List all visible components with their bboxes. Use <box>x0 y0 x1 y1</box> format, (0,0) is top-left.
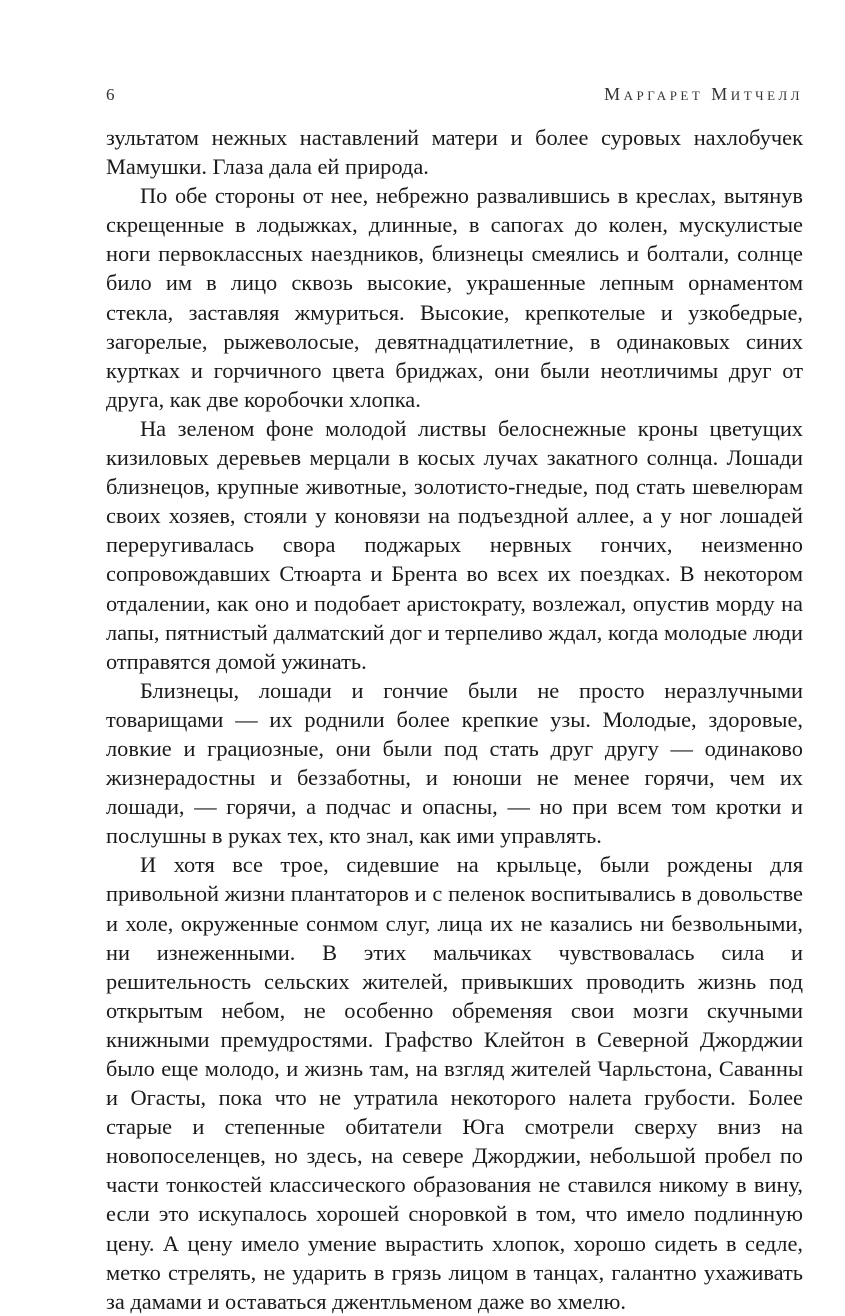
paragraph: По обе стороны от нее, небрежно развалившись в креслах, вытянув скрещенные в лодыжках, длинные, в сапогах до колен, мускулистые ноги первоклассных наездников, близнецы смеялись и болтали, солнце било им в лицо сквозь высокие, украшенные лепным орнаментом стекла, заставляя жмуриться. Высокие, крепкотелые и узкобедрые, загорелые, рыжеволосые, девятнадцатилетние, в одинаковых синих куртках и горчичного цвета бриджах, они были неотличимы друг от друга, как две коробочки хлопка. <box>106 183 803 412</box>
page-number: 6 <box>106 85 115 104</box>
paragraph: И хотя все трое, сидевшие на крыльце, были рождены для привольной жизни плантаторов и с пеленок воспитывались в довольстве и холе, окруженные сонмом слуг, лица их не казались ни безвольными, ни изнеженными. В этих мальчиках чувствовалась сила и решительность сельских жителей, привыкших проводить жизнь под открытым небом, не особенно обременяя свои мозги скучными книжными премудростями. Графство Клейтон в Северной Джорджии было еще молодо, и жизнь там, на взгляд жителей Чарльстона, Саванны и Огасты, пока что не утратила некоторого налета грубости. Более старые и степенные обитатели Юга смотрели сверху вниз на новопоселенцев, но здесь, на севере Джорджии, небольшой пробел по части тонкостей классического образования не ставился никому в вину, если это искупалось хорошей сноровкой в том, что имело подлинную цену. А цену имело умение вырастить хлопок, хорошо сидеть в седле, метко стрелять, не ударить в грязь лицом в танцах, галантно ухаживать за дамами и оставаться джентльменом даже во хмелю. <box>106 852 803 1314</box>
page-header <box>106 84 803 108</box>
body-text <box>106 123 803 1316</box>
paragraph: Близнецы, лошади и гончие были не просто неразлучными товарищами — их роднили более крепкие узы. Молодые, здоровые, ловкие и грациозные, они были под стать друг другу — одинаково жизнерадостны и беззаботны, и юноши не менее горячи, чем их лошади, — горячи, а подчас и опасны, — но при всем том кротки и послушны в руках тех, кто знал, как ими управлять. <box>106 677 803 849</box>
paragraph: На зеленом фоне молодой листвы белоснежные кроны цветущих кизиловых деревьев мерцали в косых лучах закатного солнца. Лошади близнецов, крупные животные, золотисто-гнедые, под стать шевелюрам своих хозяев, стояли у коновязи на подъездной аллее, а у ног лошадей переругивалась свора поджарых нервных гончих, неизменно сопровождавших Стюарта и Брента во всех их поездках. В некотором отдалении, как оно и подобает аристократу, возлежал, опустив морду на лапы, пятнистый далматский дог и терпеливо ждал, когда молодые люди отправятся домой ужинать. <box>106 415 803 674</box>
paragraph-continued: зультатом нежных наставлений матери и более суровых нахлобучек Мамушки. Глаза дала ей природа. <box>106 125 803 180</box>
running-head: Маргарет Митчелл <box>604 84 803 104</box>
